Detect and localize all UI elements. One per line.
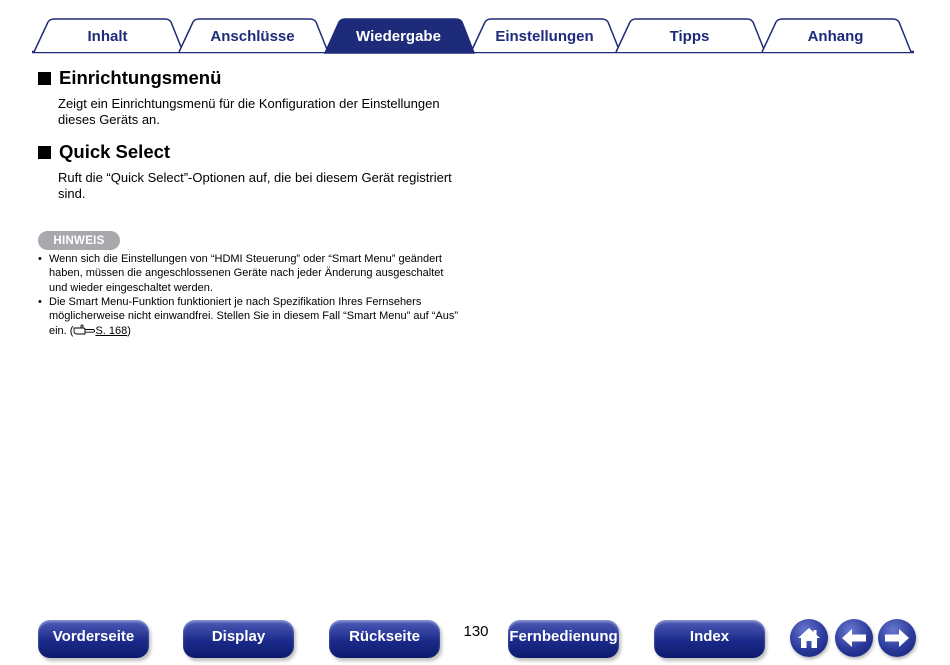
section-heading-quick-select — [38, 141, 170, 163]
note-item-text-wrap — [49, 295, 463, 338]
section-heading-text: Quick Select — [59, 141, 171, 162]
home-icon — [796, 626, 822, 650]
note-item — [38, 252, 463, 295]
section-text: Zeigt ein Einrichtungsmenü für die Konfiguration der Einstellungen dieses Geräts an. — [58, 96, 440, 127]
forward-button[interactable] — [878, 619, 916, 657]
tab-inhalt[interactable]: Inhalt — [87, 27, 128, 45]
note-item-text: Wenn sich die Einstellungen von “HDMI Steuerung” oder “Smart Menu” geändert haben, müssen die angeschlossenen Geräte nach jeder Änderung ausgeschaltet und wieder eingeschaltet werden. — [49, 253, 444, 294]
section-text: Ruft die “Quick Select”-Optionen auf, die bei diesem Gerät registriert sind. — [58, 170, 452, 201]
bullet: • — [38, 253, 42, 265]
back-button[interactable] — [835, 619, 873, 657]
fernbedienung-button[interactable]: Fernbedienung — [508, 620, 619, 658]
note-item-text-end: ) — [127, 324, 131, 337]
tab-anschluesse[interactable]: Anschlüsse — [210, 27, 295, 45]
tab-tipps[interactable]: Tipps — [669, 27, 710, 45]
arrow-left-icon — [840, 627, 868, 649]
square-bullet-icon — [38, 146, 51, 159]
note-item-text: Die Smart Menu-Funktion funktioniert je nach Spezifikation Ihres Fernsehers möglicherweise nicht einwandfrei. Stellen Sie in diesem Fall “Smart Menu” auf “Aus” ein. ( — [49, 296, 459, 337]
arrow-right-icon — [883, 627, 911, 649]
section-heading-einrichtungsmenue — [38, 67, 221, 89]
note-item — [38, 295, 463, 338]
section-heading-text: Einrichtungsmenü — [59, 67, 222, 88]
tab-bar — [0, 0, 950, 56]
page-number: 130 — [463, 623, 489, 640]
tab-anhang[interactable]: Anhang — [807, 27, 864, 45]
index-button[interactable]: Index — [654, 620, 765, 658]
display-button[interactable]: Display — [183, 620, 294, 658]
rueckseite-button[interactable]: Rückseite — [329, 620, 440, 658]
note-badge: HINWEIS — [38, 231, 120, 250]
vorderseite-button[interactable]: Vorderseite — [38, 620, 149, 658]
tab-wiedergabe[interactable]: Wiedergabe — [356, 27, 441, 45]
home-button[interactable] — [790, 619, 828, 657]
square-bullet-icon — [38, 72, 51, 85]
bullet: • — [38, 296, 42, 308]
pointing-hand-icon — [73, 324, 95, 335]
tab-einstellungen[interactable]: Einstellungen — [495, 27, 594, 45]
page-reference-link[interactable]: S. 168 — [95, 324, 128, 337]
